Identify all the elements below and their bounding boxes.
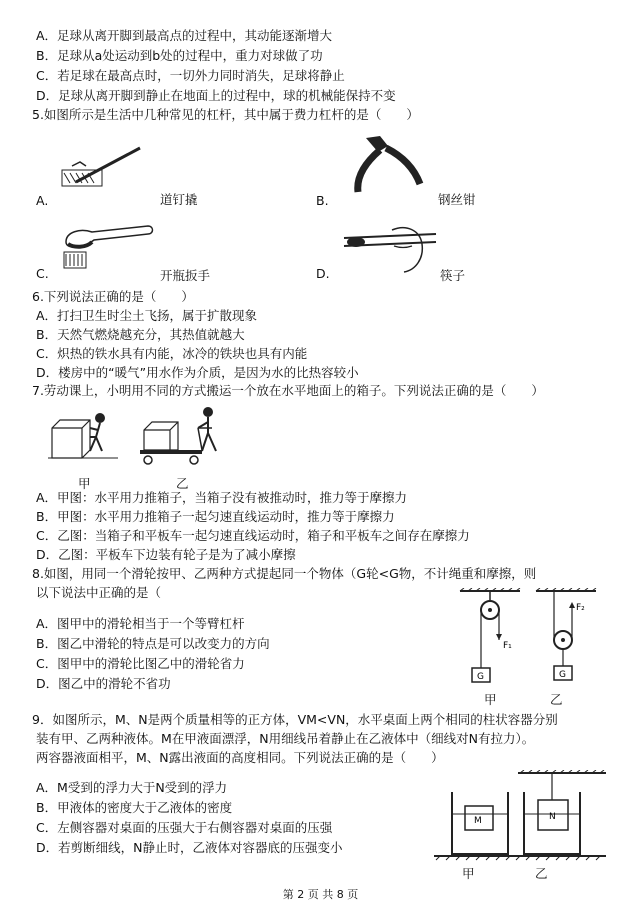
q6-option-b: B．天然气燃烧越充分，其热值就越大 — [36, 327, 245, 342]
q7-label-yi: 乙 — [176, 476, 189, 491]
q5-label-c: C. — [36, 266, 49, 281]
q4-option-d: D．足球从离开脚到静止在地面上的过程中，球的机械能保持不变 — [36, 88, 396, 103]
page-footer: 第 2 页 共 8 页 — [282, 888, 359, 901]
q4-option-a: A．足球从离开脚到最高点的过程中，其动能逐渐增大 — [36, 28, 333, 43]
q6-option-d: D．楼房中的“暖气”用水作为介质，是因为水的比热容较小 — [36, 365, 359, 380]
q5-label-b: B. — [316, 193, 329, 208]
q5-name-d: 筷子 — [440, 268, 466, 283]
q6-option-c: C．炽热的铁水具有内能，冰冷的铁块也具有内能 — [36, 346, 308, 361]
q8-stem-line2: 以下说法中正确的是（ — [36, 585, 162, 600]
q9-stem-line3: 两容器液面相平，M、N露出液面的高度相同。下列说法正确的是（ ） — [36, 750, 444, 765]
bottle-opener-figure — [56, 218, 156, 270]
q8-option-b: B．图乙中滑轮的特点是可以改变力的方向 — [36, 636, 270, 651]
q8-option-d: D．图乙中的滑轮不省功 — [36, 676, 171, 691]
q9-option-b: B．甲液体的密度大于乙液体的密度 — [36, 800, 233, 815]
box-pushing-figure — [48, 400, 228, 470]
q8-option-a: A．图甲中的滑轮相当于一个等臂杠杆 — [36, 616, 245, 631]
q7-label-jia: 甲 — [78, 476, 91, 491]
q9-option-c: C．左侧容器对桌面的压强大于右侧容器对桌面的压强 — [36, 820, 333, 835]
q8-label-yi: 乙 — [550, 692, 563, 707]
q5-name-c: 开瓶扳手 — [160, 268, 211, 283]
q9-label-jia: 甲 — [462, 866, 475, 881]
weight-label-jia: G — [477, 672, 484, 682]
q9-stem-line1: 9．如图所示，M、N是两个质量相等的正方体，VM<VN，水平桌面上两个相同的柱状容器分别 — [32, 712, 558, 727]
q7-option-b: B．甲图：水平用力推箱子一起匀速直线运动时，推力等于摩擦力 — [36, 509, 395, 524]
q7-option-a: A．甲图：水平用力推箱子，当箱子没有被推动时，推力等于摩擦力 — [36, 490, 408, 505]
chopsticks-figure — [340, 224, 440, 274]
q5-label-a: A. — [36, 193, 49, 208]
containers-figure — [432, 770, 608, 862]
q7-stem: 7.劳动课上，小明用不同的方式搬运一个放在水平地面上的箱子。下列说法正确的是（ ） — [32, 383, 544, 398]
q5-name-a: 道钉撬 — [160, 192, 198, 207]
q5-label-d: D. — [316, 266, 330, 281]
q5-name-b: 钢丝钳 — [438, 192, 476, 207]
q9-option-a: A．M受到的浮力大于N受到的浮力 — [36, 780, 228, 795]
q5-stem: 5.如图所示是生活中几种常见的杠杆，其中属于费力杠杆的是（ ） — [32, 107, 419, 122]
q8-label-jia: 甲 — [484, 692, 497, 707]
q7-option-c: C．乙图：当箱子和平板车一起匀速直线运动时，箱子和平板车之间存在摩擦力 — [36, 528, 470, 543]
weight-label-yi: G — [559, 670, 566, 680]
force-f1-label: F₁ — [503, 641, 512, 651]
block-m-label: M — [474, 816, 482, 826]
q6-stem: 6.下列说法正确的是（ ） — [32, 289, 194, 304]
q6-option-a: A．打扫卫生时尘土飞扬，属于扩散现象 — [36, 308, 258, 323]
pulley-figure — [458, 588, 598, 688]
q9-stem-line2: 装有甲、乙两种液体。M在甲液面漂浮，N用细线吊着静止在乙液体中（细线对N有拉力）。 — [36, 731, 535, 746]
q4-option-c: C．若足球在最高点时，一切外力同时消失，足球将静止 — [36, 68, 345, 83]
q4-option-b: B．足球从a处运动到b处的过程中，重力对球做了功 — [36, 48, 323, 63]
q8-stem-line1: 8.如图，用同一个滑轮按甲、乙两种方式提起同一个物体（G轮<G物，不计绳重和摩擦，则 — [32, 566, 537, 581]
pliers-figure — [336, 132, 428, 196]
q9-label-yi: 乙 — [535, 866, 548, 881]
block-n-label: N — [549, 812, 556, 822]
q8-option-c: C．图甲中的滑轮比图乙中的滑轮省力 — [36, 656, 245, 671]
q7-option-d: D．乙图：平板车下边装有轮子是为了减小摩擦 — [36, 547, 296, 562]
track-crowbar-figure — [58, 140, 148, 192]
q9-option-d: D．若剪断细线，N静止时，乙液体对容器底的压强变小 — [36, 840, 343, 855]
force-f2-label: F₂ — [576, 603, 585, 613]
